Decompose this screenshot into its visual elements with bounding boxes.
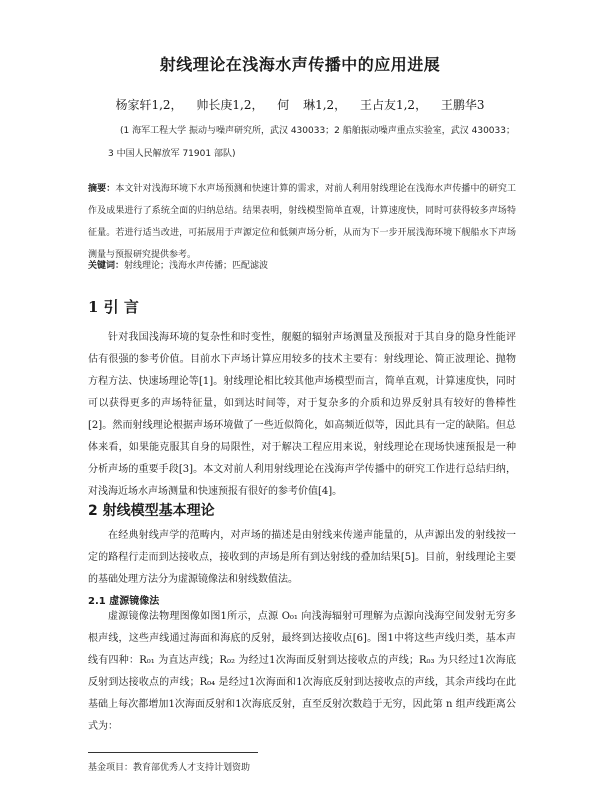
- paper-title: 射线理论在浅海水声传播中的应用进展: [159, 55, 441, 74]
- subsection-2-1-paragraph: 虚源镜像法物理图像如图1所示，点源 O₀₁ 向浅海辐射可理解为点源向浅海空间发射无穷多根声线，这些声线通过海面和海底的反射，最终到达接收点[6]。图1中将这些声线归类，基本声线有四种：R₀₁ 为直达声线；R₀₂ 为经过1次海面反射到达接收点的声线；R₀₃ 为只经过1次海底反射到达接收点的声线；R₀₄ 是经过1次海面和1次海底反射到达接收点的声线，其余声线均在此基础上每次都增加1次海面反射和1次海底反射，直至反射次数趋于无穷，因此第 n 组声线距离公式为：: [88, 611, 516, 732]
- author-list: 杨家轩1,2， 帅长庚1,2， 何 琳1,2， 王占友1,2， 王鹏华3: [115, 98, 485, 112]
- affiliation-line-1: (1 海军工程大学 振动与噪声研究所，武汉 430033；2 船舶振动噪声重点实验室，武汉 430033；: [120, 126, 515, 136]
- section-1-heading: 1 引 言: [88, 298, 139, 316]
- section-2-paragraph: 在经典射线声学的范畴内，对声场的描述是由射线来传递声能量的，从声源出发的射线按一定的路程行走而到达接收点，接收到的声场是所有到达射线的叠加结果[5]。目前，射线理论主要的基础处理方法分为虚源镜像法和射线数值法。: [88, 530, 516, 585]
- keywords-label: 关键词：: [88, 261, 125, 271]
- abstract-label: 摘要：: [88, 184, 116, 194]
- abstract: [88, 178, 516, 266]
- section-2-heading: 2 射线模型基本理论: [88, 503, 215, 519]
- section-1-paragraph: 针对我国浅海环境的复杂性和时变性，舰艇的辐射声场测量及预报对于其自身的隐身性能评估有很强的参考价值。目前水下声场计算应用较多的技术主要有：射线理论、简正波理论、抛物方程方法、快速场理论等[1]。射线理论相比较其他声场模型而言，简单直观，计算速度快，同时可以获得更多的声场特征量，如到达时间等，对于复杂多的介质和边界反射具有较好的鲁棒性[2]。然而射线理论根据声场环境做了一些近似简化，如高频近似等，因此具有一定的缺陷。但总体来看，如果能克服其自身的局限性，对于解决工程应用来说，射线理论在现场快速预报是一种分析声场的重要手段[3]。本文对前人利用射线理论在浅海声学传播中的研究工作进行总结归纳，对浅海近场水声场测量和快速预报有很好的参考价值[4]。: [88, 332, 516, 497]
- subsection-2-1-heading: 2.1 虚源镜像法: [88, 596, 160, 607]
- affiliation-line-2: 3 中国人民解放军 71901 部队): [108, 149, 236, 159]
- abstract-text: 本文针对浅海环境下水声场预测和快速计算的需求，对前人利用射线理论在浅海水声传播中的研究工作及成果进行了系统全面的归纳总结。结果表明，射线模型简单直观，计算速度快，同时可获得较多声场特征量。若进行适当改进，可拓展用于声源定位和低频声场分析，从而为下一步开展浅海环境下舰船水下声场测量与预报研究提供参考。: [88, 184, 516, 260]
- keywords-text: 射线理论；浅海水声传播；匹配滤波: [124, 261, 269, 271]
- keywords: [88, 258, 516, 271]
- footnote: 基金项目：教育部优秀人才支持计划资助: [88, 763, 251, 773]
- footnote-divider: [88, 752, 258, 753]
